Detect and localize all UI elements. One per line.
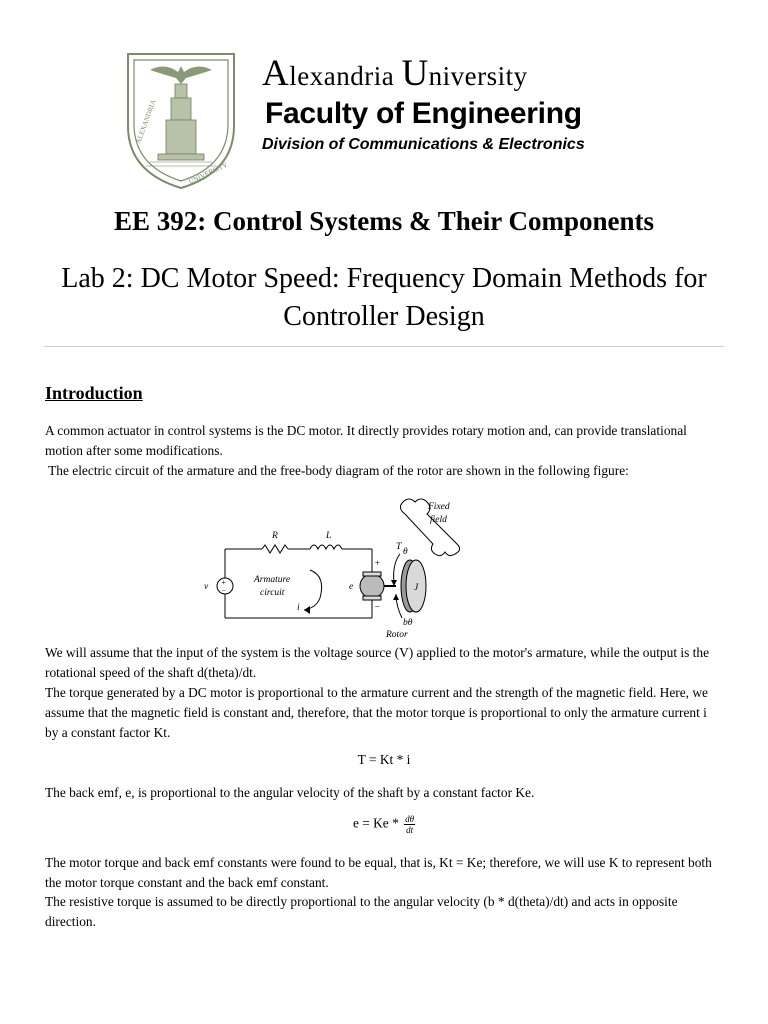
university-name: Alexandria University — [262, 53, 528, 94]
paragraph-resistive-torque: The resistive torque is assumed to be directly proportional to the angular velocity (b * d(theta)/dt) and acts in opposite direction. — [45, 894, 678, 929]
section-heading: Introduction — [45, 383, 143, 403]
divider — [44, 346, 724, 347]
label-J: J — [414, 583, 419, 593]
paragraph-assumption: We will assume that the input of the system is the voltage source (V) applied to the motor's armature, while the output is the rotational speed of the shaft d(theta)/dt. — [45, 645, 710, 680]
derivative-fraction: $\frac{d\theta}{dt}$ — [405, 814, 415, 835]
paragraph-constants: The motor torque and back emf constants were found to be equal, that is, Kt = Ke; therefore, we will use K to represent both the motor torque constant and the back emf constant. — [45, 855, 712, 890]
label-e-minus: − — [374, 603, 381, 613]
label-theta: θ — [403, 547, 408, 557]
label-e-plus: + — [374, 559, 381, 569]
equation-torque: T = Kt * i — [357, 752, 411, 767]
label-armature: Armature — [254, 575, 291, 585]
label-L: L — [326, 531, 332, 541]
label-v: v — [204, 582, 209, 592]
label-field: field — [430, 515, 447, 525]
paragraph-intro: A common actuator in control systems is the DC motor. It directly provides rotary motion and, can provide translational motion after some modifications. — [45, 423, 687, 458]
label-circuit: circuit — [260, 588, 285, 598]
label-rotor: Rotor — [386, 630, 408, 640]
label-btheta: bθ — [403, 618, 413, 628]
division-name: Division of Communications & Electronics — [262, 136, 585, 153]
faculty-name: Faculty of Engineering — [265, 97, 582, 130]
svg-text:UNIVERSITY: UNIVERSITY — [187, 160, 229, 186]
paragraph-back-emf: The back emf, e, is proportional to the angular velocity of the shaft by a constant factor Ke. — [45, 785, 535, 800]
course-title: EE 392: Control Systems & Their Components — [113, 206, 655, 236]
label-T: T — [396, 542, 402, 552]
dc-motor-figure — [200, 494, 500, 642]
label-fixed: Fixed — [428, 502, 450, 512]
label-e: e — [349, 582, 354, 592]
lab-title: Lab 2: DC Motor Speed: Frequency Domain Methods for Controller Design — [61, 263, 707, 332]
paragraph-figure-ref: The electric circuit of the armature and the free-body diagram of the rotor are shown in the following figure: — [45, 463, 629, 478]
equation-back-emf: e = Ke * $\frac{d\theta}{dt}$ — [352, 814, 415, 835]
label-src-minus: − — [221, 586, 227, 595]
label-src-plus: + — [221, 578, 227, 587]
svg-text:ALEXANDRIA: ALEXANDRIA — [134, 98, 158, 145]
university-logo — [120, 44, 242, 192]
paragraph-torque: The torque generated by a DC motor is proportional to the armature current and the strength of the magnetic field. Here, we assume that the magnetic field is constant and, therefore, that the motor torque is proportional to only the armature current i by a constant factor Kt. — [45, 685, 708, 740]
label-i: i — [297, 603, 300, 613]
label-R: R — [272, 531, 278, 541]
